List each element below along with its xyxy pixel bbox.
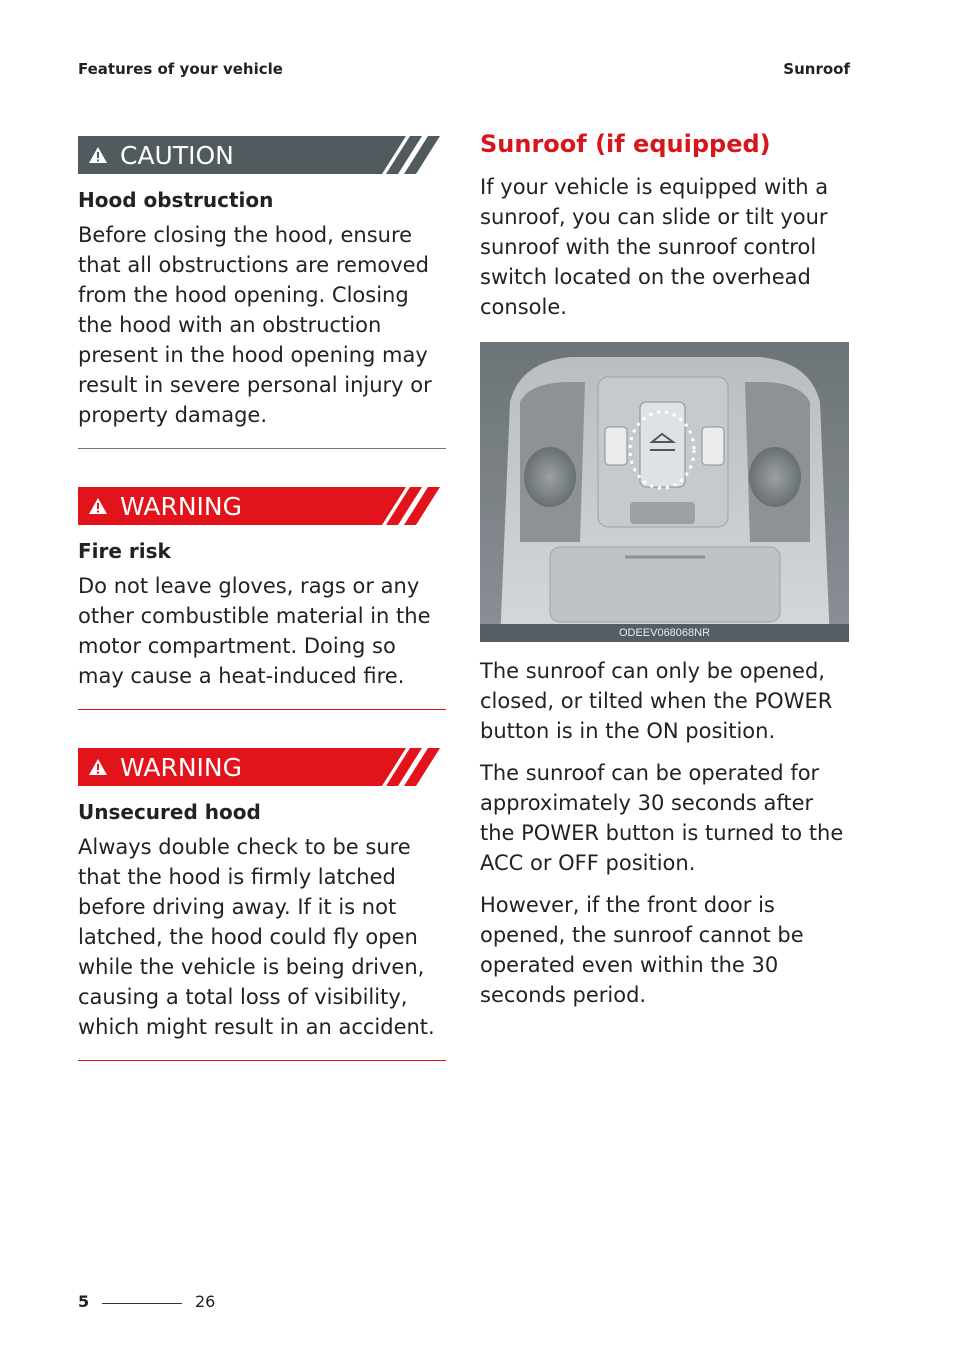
- warning-text: Do not leave gloves, rags or any other combustible material in the motor compartment. Doing so may cause a heat-induced fire.: [78, 574, 431, 688]
- right-column: [480, 130, 849, 1022]
- footer-divider: [102, 1303, 182, 1304]
- warning-triangle-icon: [88, 758, 108, 776]
- warning-triangle-icon: [88, 146, 108, 164]
- paragraph-30-seconds: The sunroof can be operated for approximately 30 seconds after the POWER button is turned to the ACC or OFF position.: [480, 761, 844, 875]
- caution-label: CAUTION: [120, 140, 234, 170]
- caution-divider: [78, 448, 446, 449]
- overhead-console-figure: [480, 342, 849, 642]
- overhead-console-illustration: [480, 342, 849, 642]
- warning-banner: [78, 748, 446, 786]
- caution-banner: [78, 136, 446, 174]
- figure-code-label: ODEEV068068NR: [480, 624, 849, 642]
- footer-page-number: 26: [195, 1292, 216, 1311]
- warning-label: WARNING: [120, 752, 242, 782]
- warning-fire-block: [78, 487, 446, 710]
- running-header-section: Features of your vehicle: [78, 60, 283, 78]
- caution-subtitle: Hood obstruction: [78, 188, 274, 212]
- banner-stripes-icon: [376, 748, 446, 786]
- paragraph-power-on: The sunroof can only be opened, closed, or tilted when the POWER button is in the ON position.: [480, 659, 833, 743]
- paragraph-front-door: However, if the front door is opened, the sunroof cannot be operated even within the 30 seconds period.: [480, 893, 804, 1007]
- caution-text: Before closing the hood, ensure that all obstructions are removed from the hood opening. Closing the hood with an obstruction present in the hood opening may result in severe personal injury or property damage.: [78, 223, 432, 427]
- warning-subtitle: Fire risk: [78, 539, 171, 563]
- warning-text: Always double check to be sure that the hood is firmly latched before driving away. If it is not latched, the hood could fly open while the vehicle is being driven, causing a total loss of visibility, which might result in an accident.: [78, 835, 435, 1039]
- section-title: Sunroof (if equipped): [480, 130, 771, 158]
- left-column: [78, 136, 446, 1099]
- warning-divider: [78, 1060, 446, 1061]
- banner-stripes-icon: [376, 136, 446, 174]
- caution-block: [78, 136, 446, 449]
- footer-section-number: 5: [78, 1292, 90, 1311]
- warning-subtitle: Unsecured hood: [78, 800, 261, 824]
- warning-divider: [78, 709, 446, 710]
- intro-paragraph: If your vehicle is equipped with a sunroof, you can slide or tilt your sunroof with the sunroof control switch located on the overhead console.: [480, 175, 829, 319]
- running-header-topic: Sunroof: [783, 60, 850, 78]
- warning-triangle-icon: [88, 497, 108, 515]
- warning-hood-block: [78, 748, 446, 1061]
- warning-banner: [78, 487, 446, 525]
- warning-label: WARNING: [120, 491, 242, 521]
- banner-stripes-icon: [376, 487, 446, 525]
